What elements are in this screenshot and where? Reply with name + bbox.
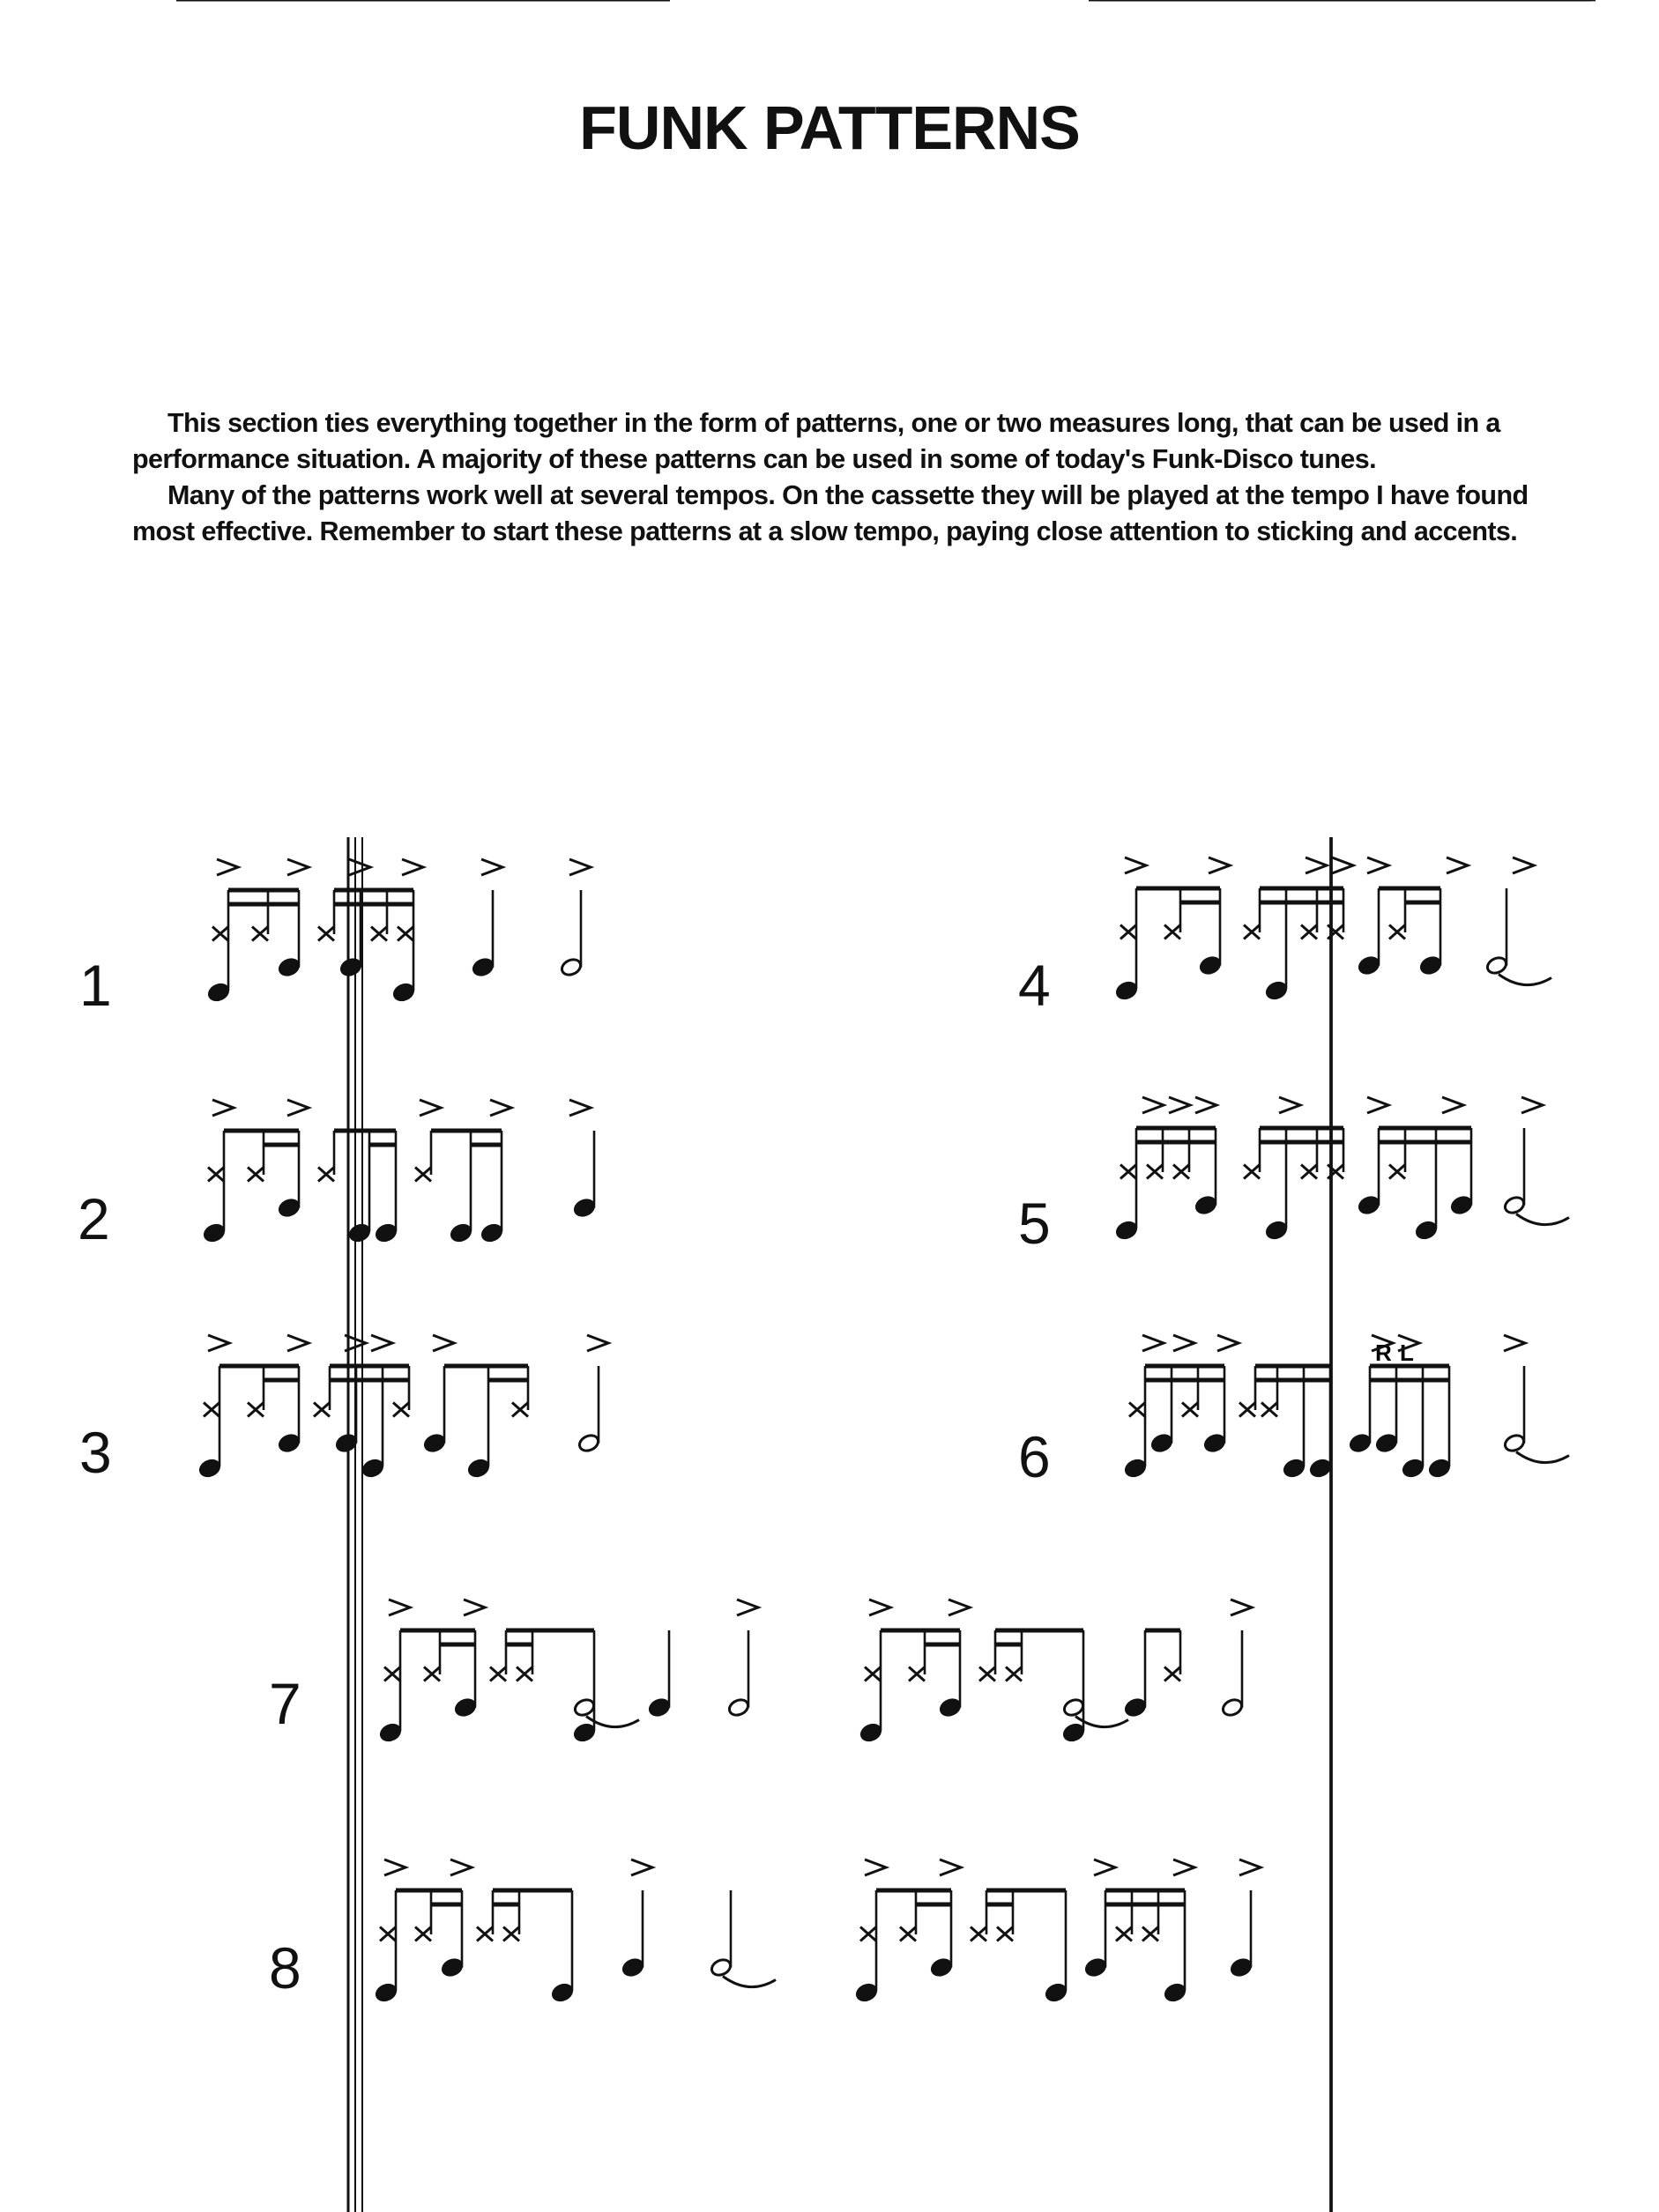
hihat-note [248, 1403, 264, 1417]
hihat-note [900, 1927, 916, 1941]
hihat-note [318, 1168, 334, 1182]
accent-mark [481, 859, 502, 875]
accent-mark [569, 1100, 591, 1116]
half-note [727, 1697, 751, 1718]
note-head [1164, 1982, 1187, 2003]
accent-mark [464, 1600, 485, 1615]
accent-mark [1367, 1097, 1388, 1113]
note-head [423, 1433, 447, 1454]
hihat-note [909, 1667, 925, 1681]
accent-mark [1279, 1097, 1300, 1113]
note-head [855, 1982, 879, 2003]
hihat-note [1261, 1403, 1277, 1417]
hihat-note [415, 1927, 431, 1941]
hihat-note [248, 1168, 264, 1182]
accent-mark [1142, 1097, 1164, 1113]
note-head [203, 1222, 227, 1243]
note-head [375, 1222, 398, 1243]
accent-mark [737, 1600, 758, 1615]
hihat-note [380, 1927, 396, 1941]
accent-mark [349, 859, 370, 875]
note-head [1358, 1195, 1381, 1216]
accent-mark [869, 1600, 890, 1615]
hihat-note [1389, 925, 1405, 939]
tie [723, 1977, 776, 1987]
half-note [1485, 955, 1509, 976]
half-note [1221, 1697, 1245, 1718]
note-head [1450, 1195, 1474, 1216]
hihat-note [971, 1927, 986, 1941]
intro-paragraph-1: This section ties everything together in the form of patterns, one or two measures long, that can be used in a performance situation. A majority of these patterns can be used in some of today's Funk-Disco tunes. [132, 408, 1500, 474]
hihat-note [314, 1403, 330, 1417]
exercise-number-8: 8 [269, 1935, 301, 2000]
accent-mark [940, 1859, 961, 1875]
note-head [472, 957, 495, 978]
hihat-note [1129, 1403, 1145, 1417]
note-head [450, 1222, 473, 1243]
accent-mark [212, 1100, 234, 1116]
exercise-number-6: 6 [1018, 1424, 1051, 1489]
accent-mark [949, 1600, 970, 1615]
half-note [1503, 1195, 1527, 1216]
exercise-number-3: 3 [79, 1420, 112, 1485]
note-head [361, 1458, 385, 1479]
accent-mark [569, 859, 591, 875]
hihat-note [1244, 1165, 1260, 1179]
hihat-note [1120, 1165, 1136, 1179]
accent-mark [1125, 857, 1146, 873]
accent-mark [1209, 857, 1230, 873]
accent-mark [1332, 857, 1353, 873]
note-head [1124, 1458, 1148, 1479]
hihat-note [1301, 1165, 1317, 1179]
intro-paragraph-2: Many of the patterns work well at several tempos. On the cassette they will be played at the tempo I have found most effective. Remember to start these patterns at a slow tempo, paying close attention to sticking and accents. [132, 480, 1529, 546]
staff-exercise-5 [1089, 0, 1591, 1241]
note-head [1045, 1982, 1068, 2003]
note-head [348, 1222, 372, 1243]
note-head [1150, 1433, 1174, 1454]
hihat-note [477, 1927, 493, 1941]
exercise-number-4: 4 [1018, 953, 1051, 1018]
accent-mark [631, 1859, 652, 1875]
note-head [441, 1957, 465, 1978]
accent-mark [1367, 857, 1388, 873]
note-head [1265, 1220, 1289, 1241]
note-head [375, 1982, 398, 2003]
accent-mark [1442, 1097, 1463, 1113]
hihat-note [384, 1667, 400, 1681]
tie [1499, 975, 1551, 985]
hihat-note [398, 927, 413, 941]
half-note [560, 957, 584, 978]
half-note [577, 1433, 601, 1454]
note-head [1115, 1220, 1139, 1241]
accent-mark [287, 1335, 309, 1351]
note-head [1309, 1458, 1333, 1479]
note-head [1415, 1220, 1439, 1241]
hihat-note [371, 927, 387, 941]
accent-mark [287, 859, 309, 875]
half-note [710, 1957, 733, 1978]
accent-mark [389, 1600, 410, 1615]
note-head [198, 1458, 222, 1479]
accent-mark [287, 1100, 309, 1116]
note-head [278, 957, 301, 978]
accent-mark [450, 1859, 472, 1875]
note-head [648, 1697, 672, 1718]
hihat-note [1164, 1667, 1180, 1681]
accent-mark [420, 1100, 441, 1116]
note-head [1419, 955, 1443, 976]
note-head [621, 1957, 645, 1978]
note-head [1428, 1458, 1452, 1479]
hihat-note [512, 1403, 528, 1417]
half-note [1503, 1433, 1527, 1454]
note-head [1358, 955, 1381, 976]
staff-exercise-3 [176, 0, 670, 1479]
hihat-note [503, 1927, 519, 1941]
note-head [551, 1982, 575, 2003]
half-note [573, 1697, 597, 1718]
note-head [1084, 1957, 1108, 1978]
hihat-note [424, 1667, 440, 1681]
staff-exercise-2 [176, 0, 670, 1243]
accent-mark [1195, 1097, 1216, 1113]
note-head [1283, 1458, 1306, 1479]
hihat-note [860, 1927, 876, 1941]
note-head [1402, 1458, 1425, 1479]
note-head [1199, 955, 1223, 976]
note-head [1062, 1722, 1086, 1743]
half-note [1062, 1697, 1086, 1718]
hihat-note [1182, 1403, 1198, 1417]
hihat-note [1120, 925, 1136, 939]
exercise-number-2: 2 [78, 1186, 110, 1251]
accent-mark [384, 1859, 405, 1875]
accent-mark [1231, 1600, 1252, 1615]
staff-exercise-6 [1097, 0, 1596, 1479]
hihat-note [204, 1403, 219, 1417]
note-head [1265, 980, 1289, 1001]
note-head [1124, 1697, 1148, 1718]
note-head [1115, 980, 1139, 1001]
hihat-note [1239, 1403, 1255, 1417]
hihat-note [212, 927, 228, 941]
hihat-note [415, 1168, 431, 1182]
note-head [278, 1433, 301, 1454]
note-head [939, 1697, 963, 1718]
accent-mark [1513, 857, 1534, 873]
note-head [392, 982, 416, 1003]
hihat-note [208, 1168, 224, 1182]
hihat-note [979, 1667, 995, 1681]
hihat-note [252, 927, 268, 941]
accent-mark [433, 1335, 454, 1351]
accent-mark [371, 1335, 392, 1351]
tie [1516, 1452, 1569, 1463]
hihat-note [1006, 1667, 1022, 1681]
accent-mark [1094, 1859, 1115, 1875]
note-head [480, 1222, 504, 1243]
hihat-note [865, 1667, 881, 1681]
accent-mark [1239, 1859, 1261, 1875]
hihat-note [1116, 1927, 1132, 1941]
accent-mark [1504, 1335, 1525, 1351]
accent-mark [1169, 1097, 1190, 1113]
accent-mark [587, 1335, 608, 1351]
hihat-note [490, 1667, 506, 1681]
accent-mark [865, 1859, 886, 1875]
note-head [573, 1722, 597, 1743]
hihat-note [1389, 1165, 1405, 1179]
hihat-note [1244, 925, 1260, 939]
accent-mark [1142, 1335, 1164, 1351]
hihat-note [318, 927, 334, 941]
note-head [1375, 1433, 1399, 1454]
note-head [278, 1198, 301, 1219]
note-head [1203, 1433, 1227, 1454]
hihat-note [1173, 1165, 1189, 1179]
accent-mark [1521, 1097, 1543, 1113]
exercise-number-5: 5 [1018, 1191, 1051, 1256]
note-head [207, 982, 231, 1003]
hihat-note [393, 1403, 409, 1417]
note-head [859, 1722, 883, 1743]
accent-mark [1173, 1859, 1194, 1875]
hihat-note [1147, 1165, 1163, 1179]
note-head [1349, 1433, 1373, 1454]
hihat-note [1164, 925, 1180, 939]
staff-exercise-7 [348, 837, 1331, 2212]
note-head [930, 1957, 954, 1978]
accent-mark [402, 859, 423, 875]
note-head [573, 1198, 597, 1219]
note-head [379, 1722, 403, 1743]
accent-mark [217, 859, 238, 875]
accent-mark [1217, 1335, 1239, 1351]
accent-mark [1447, 857, 1468, 873]
accent-mark [208, 1335, 229, 1351]
note-head [1194, 1195, 1218, 1216]
page-title: FUNK PATTERNS [579, 93, 1080, 162]
accent-mark [1306, 857, 1327, 873]
sticking-label-l: L [1400, 1340, 1414, 1366]
note-head [467, 1458, 491, 1479]
note-head [1230, 1957, 1254, 1978]
accent-mark [1173, 1335, 1194, 1351]
exercise-number-1: 1 [79, 953, 112, 1018]
exercise-number-7: 7 [269, 1671, 301, 1736]
sticking-label-r: R [1375, 1340, 1392, 1366]
tie [1516, 1214, 1569, 1225]
staff-exercise-4 [1089, 0, 1591, 1001]
hihat-note [517, 1667, 532, 1681]
accent-mark [490, 1100, 511, 1116]
hihat-note [1142, 1927, 1158, 1941]
hihat-note [1301, 925, 1317, 939]
note-head [454, 1697, 478, 1718]
hihat-note [997, 1927, 1013, 1941]
staff-exercise-1 [176, 0, 670, 1003]
staff-exercise-8 [348, 837, 1331, 2212]
note-head [339, 957, 363, 978]
